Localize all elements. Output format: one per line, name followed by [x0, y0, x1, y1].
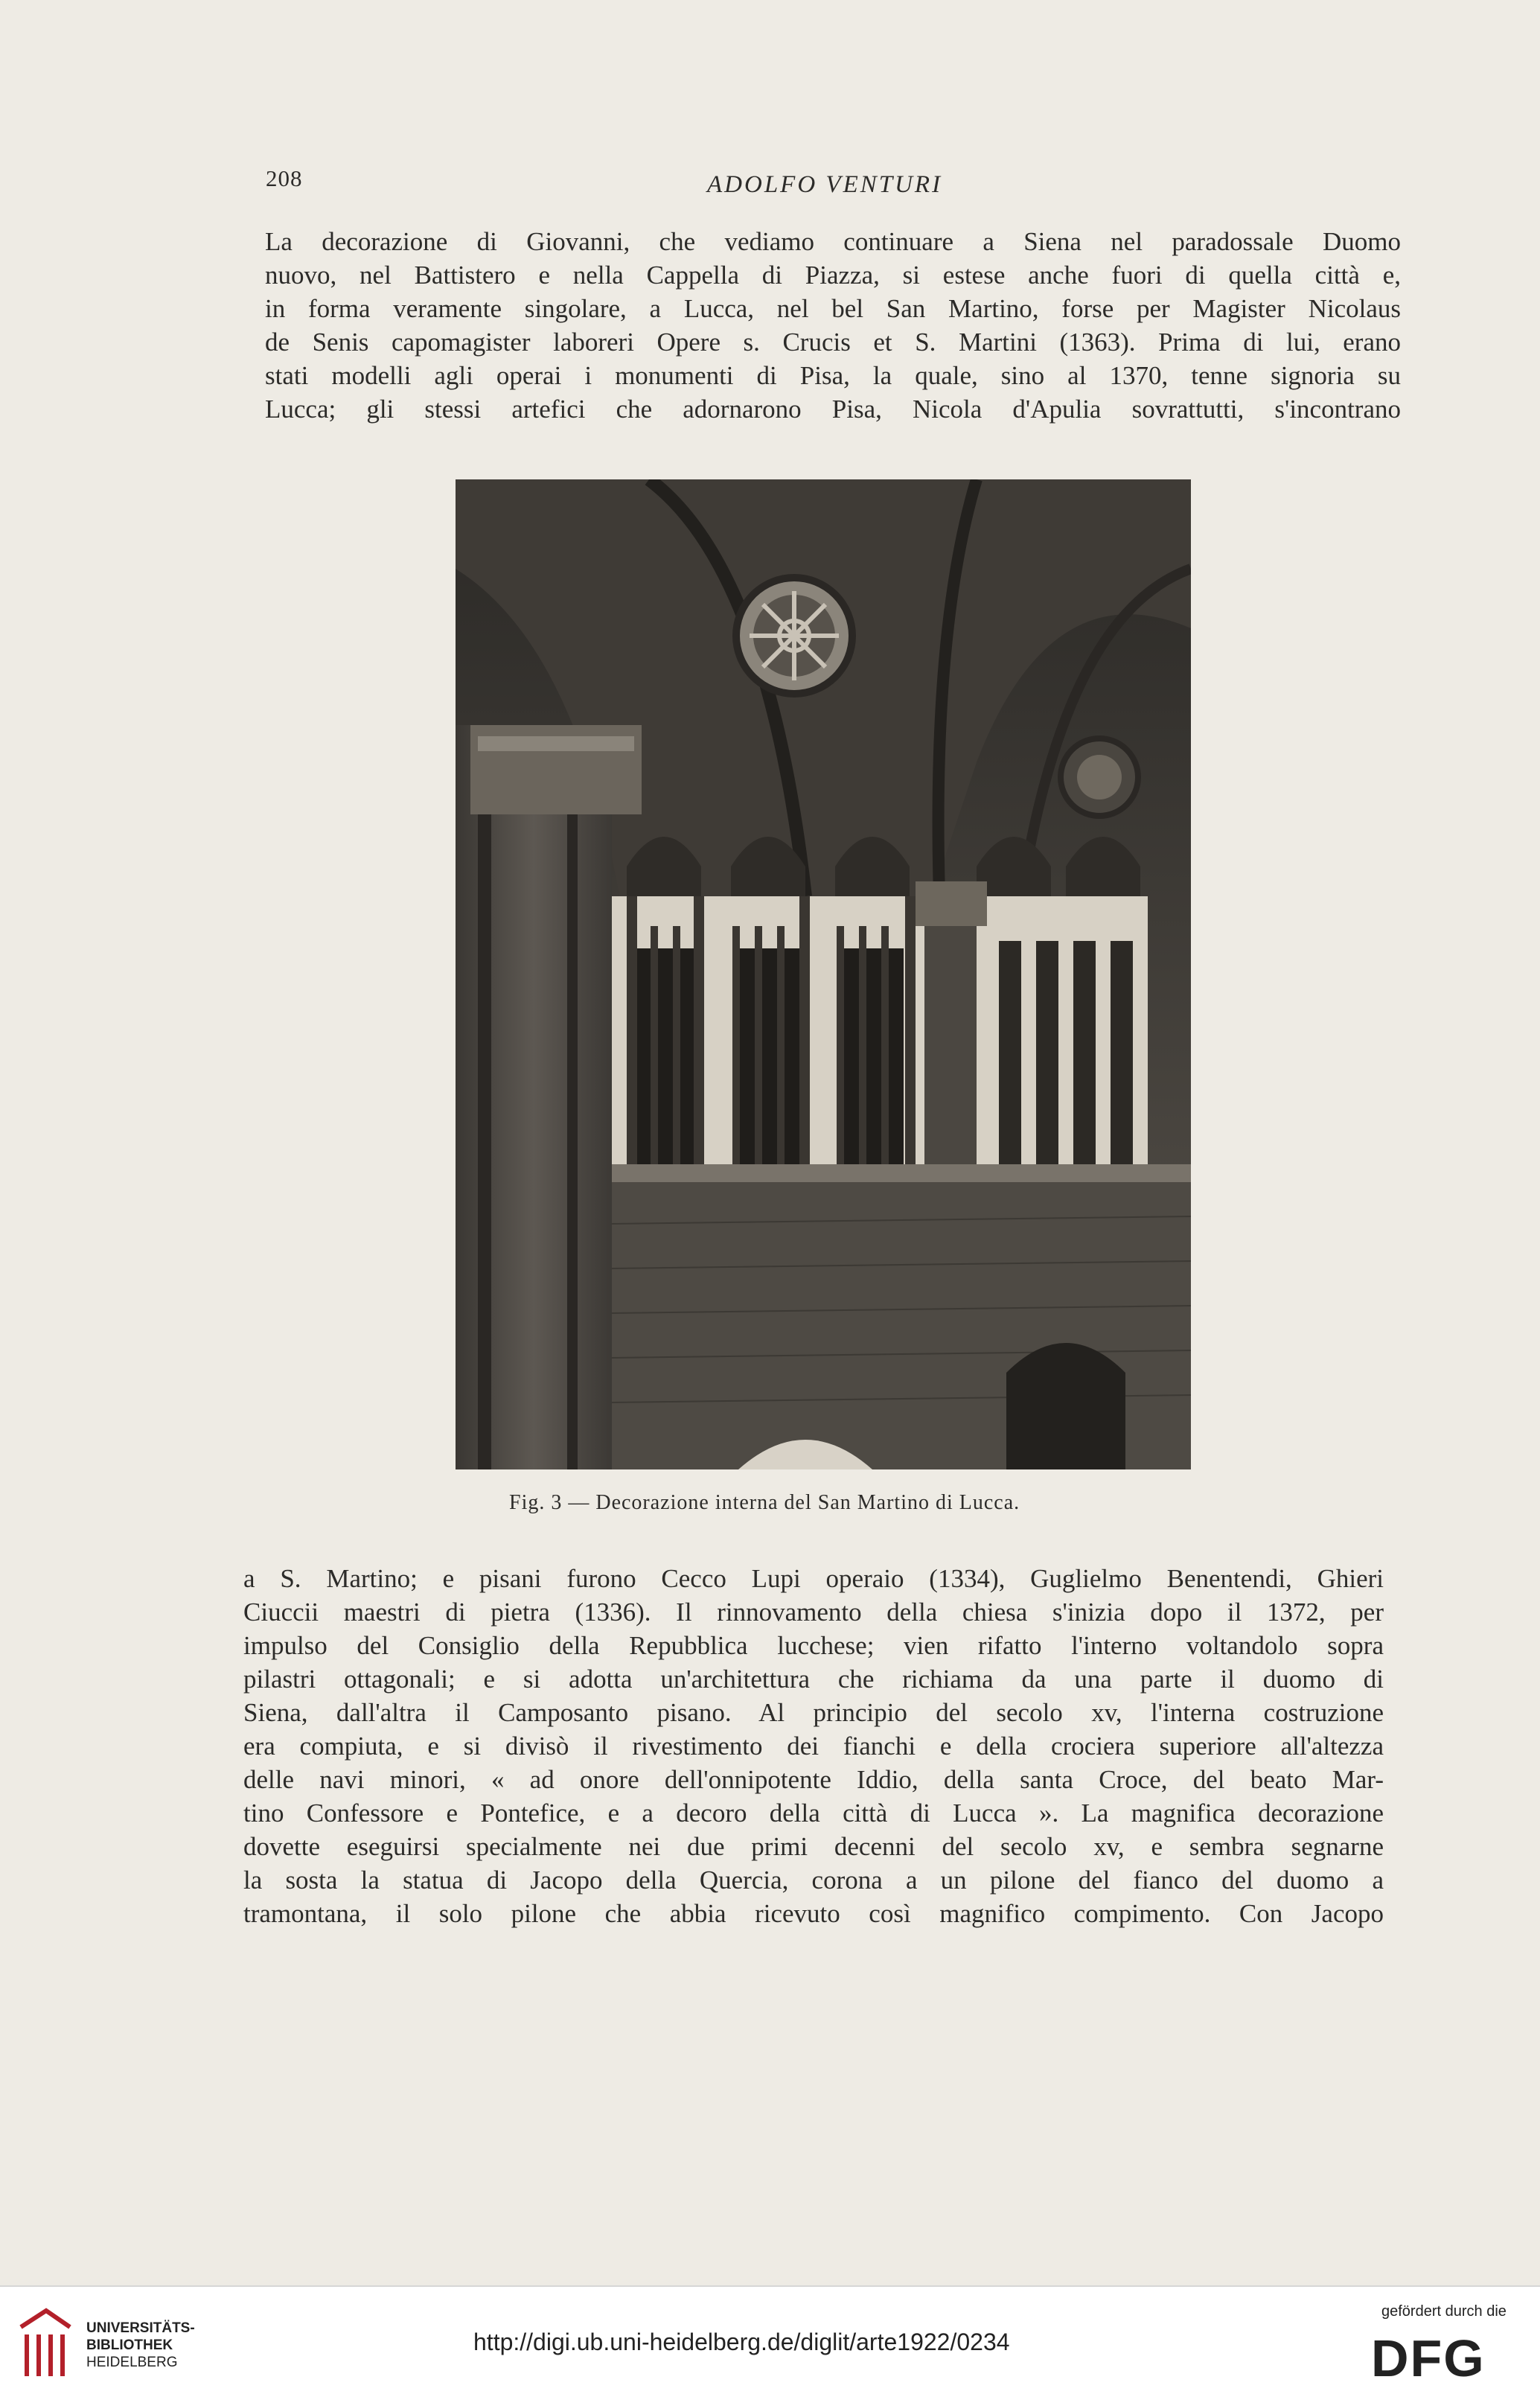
- footer-bar: [0, 2285, 1540, 2400]
- funded-by-label: gefördert durch die: [1381, 2303, 1507, 2320]
- running-title: ADOLFO VENTURI: [707, 171, 943, 198]
- library-logo-icon: [16, 2305, 74, 2384]
- page-number: 208: [266, 165, 303, 191]
- text-line: stati modelli agli operai i monumenti di Pisa, la quale, sino al 1370, tenne signoria su: [265, 361, 1401, 390]
- source-url-link[interactable]: http://digi.ub.uni-heidelberg.de/diglit/arte1922/0234: [473, 2329, 1010, 2355]
- text-line: Siena, dall'altra il Camposanto pisano. Al principio del secolo xv, l'interna costruzione: [243, 1698, 1384, 1727]
- text-line: la sosta la statua di Jacopo della Quercia, corona a un pilone del fianco del duomo a: [243, 1866, 1384, 1895]
- library-name-line: BIBLIOTHEK: [86, 2337, 173, 2353]
- text-line: dovette eseguirsi specialmente nei due primi decenni del secolo xv, e sembra segnarne: [243, 1832, 1384, 1861]
- paragraph-bottom: [243, 1562, 1384, 1930]
- text-line: in forma veramente singolare, a Lucca, nel bel San Martino, forse per Magister Nicolaus: [265, 294, 1401, 323]
- cathedral-interior-photo: [456, 479, 1191, 1469]
- text-line: Ciuccii maestri di pietra (1336). Il rinnovamento della chiesa s'inizia dopo il 1372, per: [243, 1598, 1384, 1627]
- text-line: tino Confessore e Pontefice, e a decoro della città di Lucca ». La magnifica decorazione: [243, 1799, 1384, 1828]
- text-line: tramontana, il solo pilone che abbia ricevuto così magnifico compimento. Con Jacopo: [243, 1899, 1384, 1928]
- paragraph-top: [265, 225, 1401, 426]
- text-line: de Senis capomagister laboreri Opere s. Crucis et S. Martini (1363). Prima di lui, erano: [265, 328, 1401, 357]
- text-line: Lucca; gli stessi artefici che adornarono Pisa, Nicola d'Apulia sovrattutti, s'incontrano: [265, 395, 1401, 424]
- text-line: impulso del Consiglio della Repubblica lucchese; vien rifatto l'interno voltandolo sopra: [243, 1631, 1384, 1660]
- text-line: era compiuta, e si divisò il rivestimento dei fianchi e della crociera superiore all'altezza: [243, 1732, 1384, 1761]
- text-line: a S. Martino; e pisani furono Cecco Lupi operaio (1334), Guglielmo Benentendi, Ghieri: [243, 1564, 1384, 1593]
- figure-caption: Fig. 3 — Decorazione interna del San Martino di Lucca.: [509, 1491, 1020, 1514]
- library-name-line: UNIVERSITÄTS-: [86, 2320, 195, 2336]
- text-line: delle navi minori, « ad onore dell'onnipotente Iddio, della santa Croce, del beato Mar-: [243, 1765, 1384, 1794]
- text-line: pilastri ottagonali; e si adotta un'architettura che richiama da una parte il duomo di: [243, 1665, 1384, 1694]
- library-name-line: HEIDELBERG: [86, 2355, 178, 2370]
- dfg-logo: DFG: [1371, 2329, 1486, 2387]
- text-line: nuovo, nel Battistero e nella Cappella di Piazza, si estese anche fuori di quella città e,: [265, 261, 1401, 290]
- text-line: La decorazione di Giovanni, che vediamo continuare a Siena nel paradossale Duomo: [265, 227, 1401, 256]
- library-name: [86, 2320, 195, 2371]
